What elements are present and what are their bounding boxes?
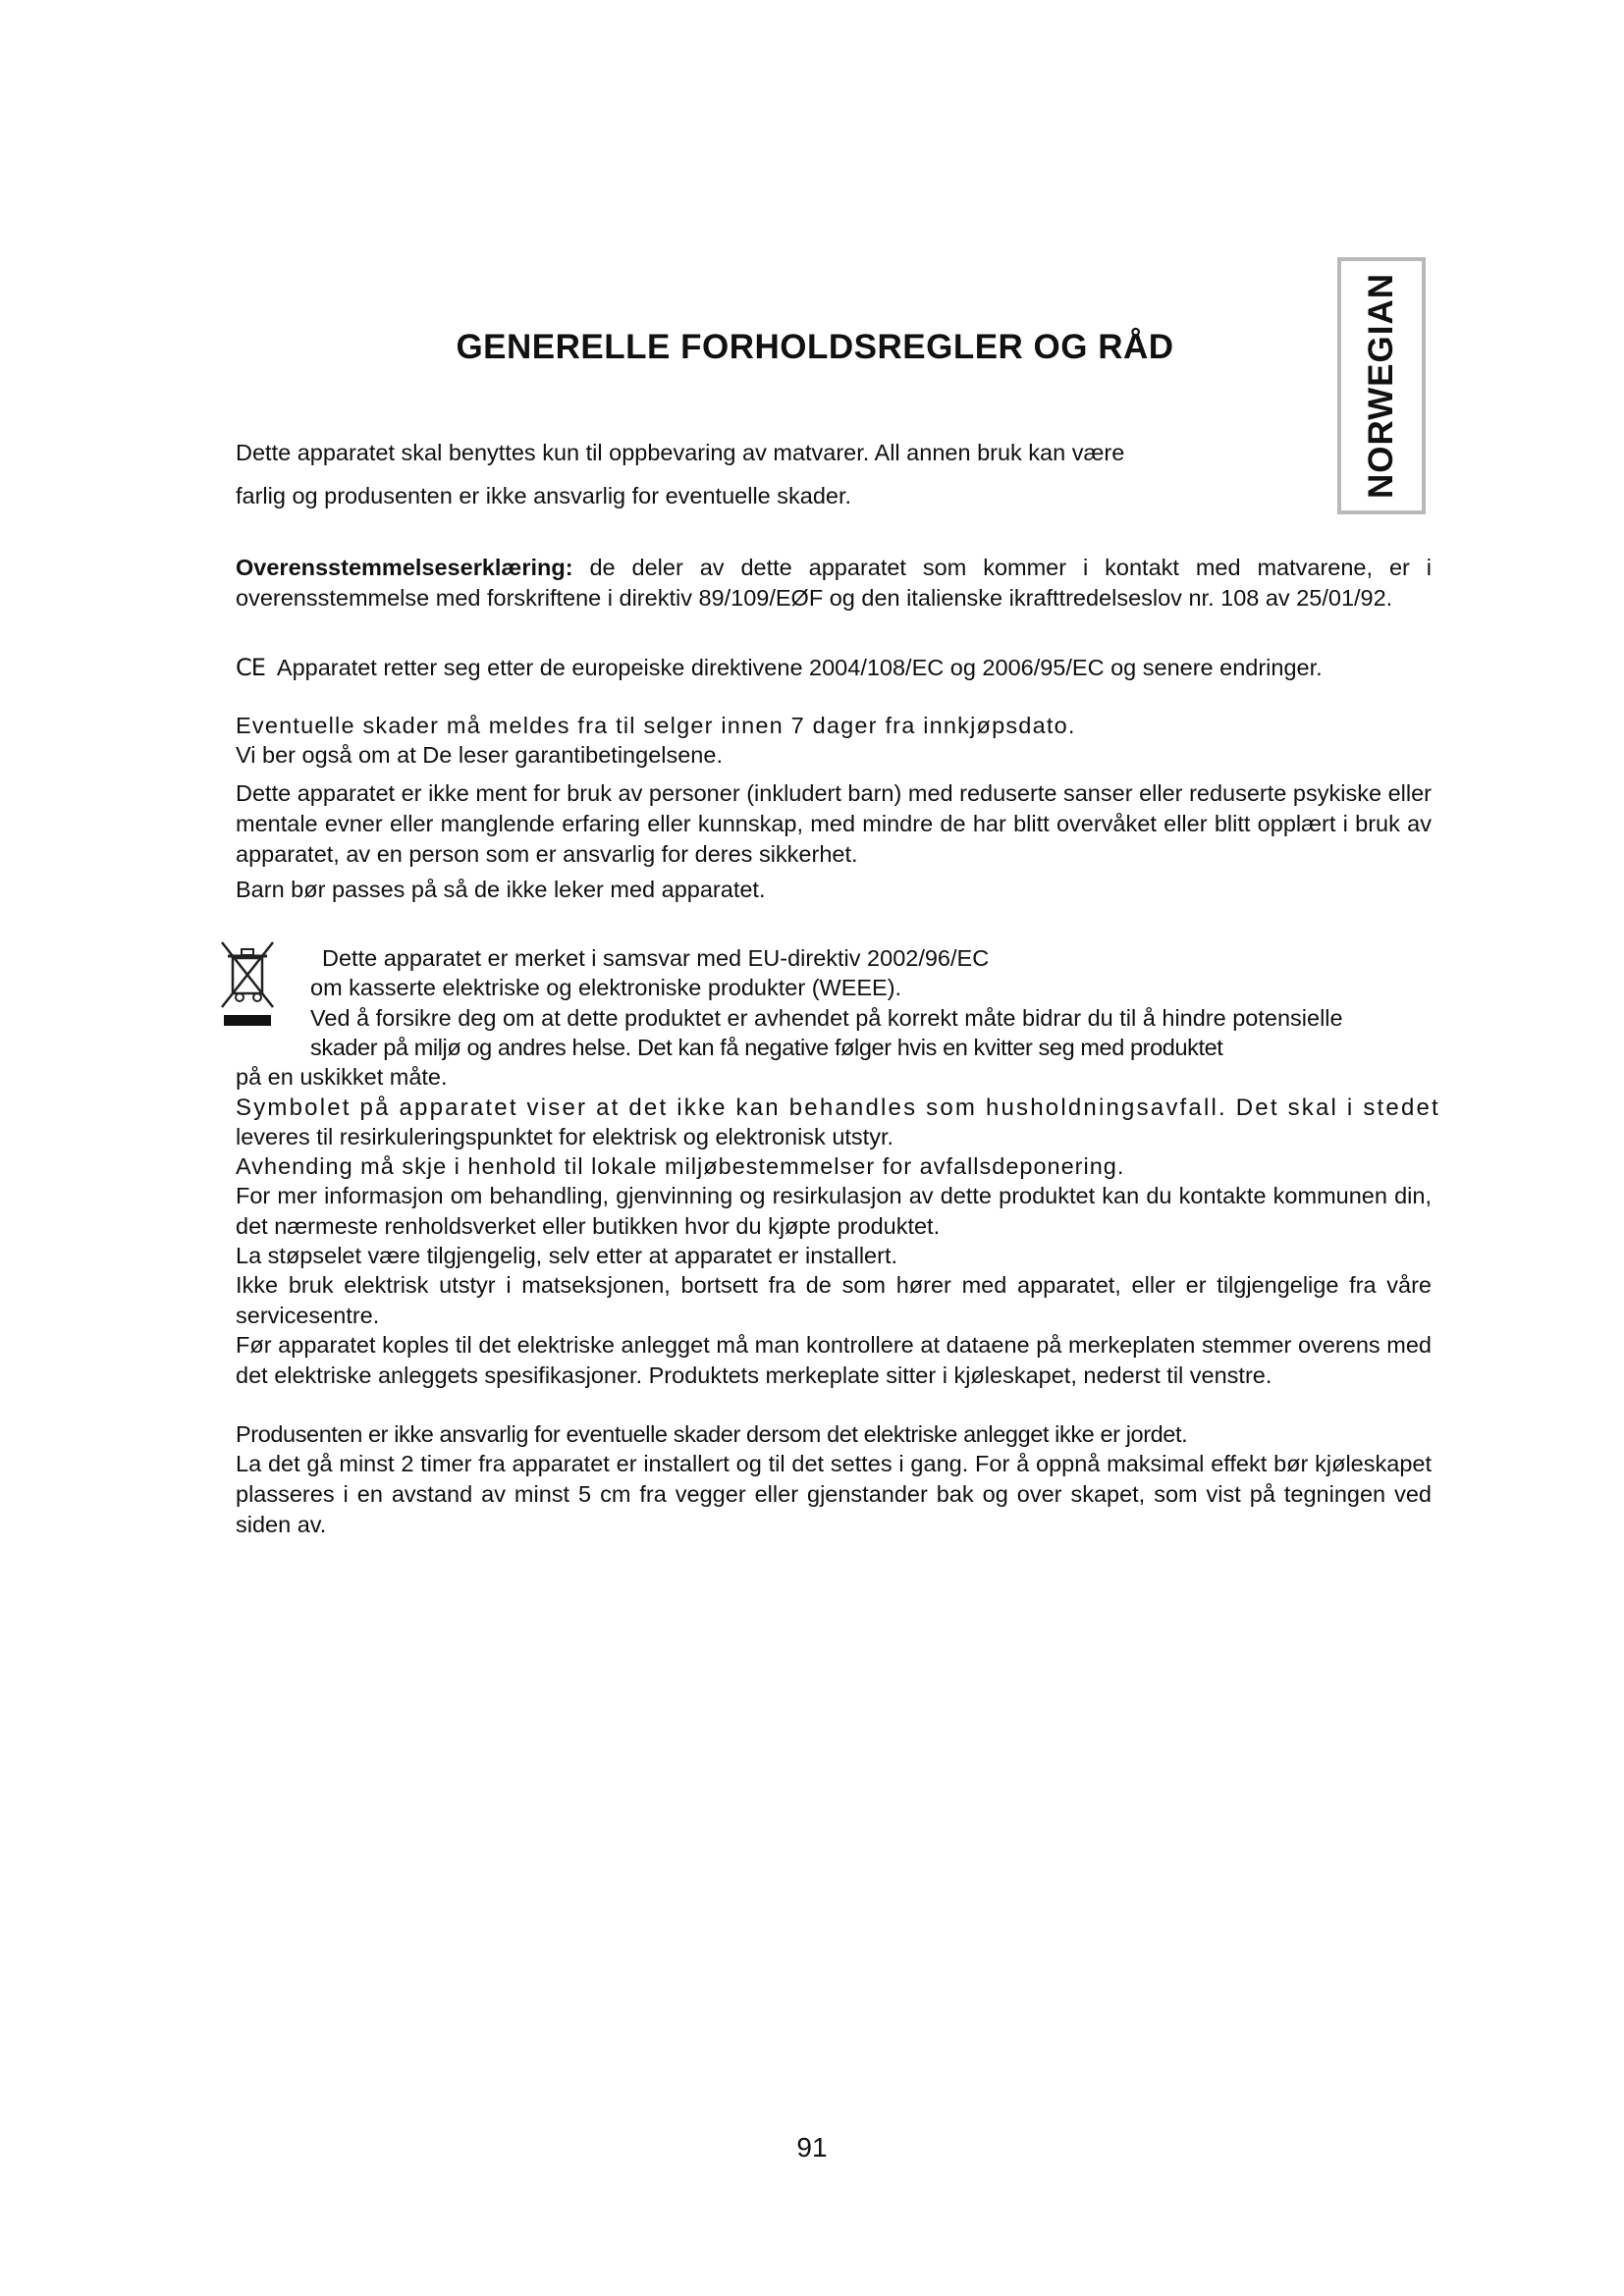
conformity-label: Overensstemmelseserklæring: [236,555,573,580]
page-title: GENERELLE FORHOLDSREGLER OG RÅD [456,328,1174,366]
disposal-paragraph: Avhending må skje i henhold til lokale miljøbestemmelser for avfallsdeponering. [236,1153,1125,1179]
startup-paragraph: La det gå minst 2 timer fra apparatet er installert og til det settes i gang. For å oppnå maksimal effekt bør kjøleskapet plasseres i en avstand av minst 5 cm fra vegger eller gjenstander bak og over skapet, som vist på tegningen ved siden av. [236,1451,1432,1537]
weee-line-2: om kasserte elektriske og elektroniske produkter (WEEE). [310,975,902,1000]
weee-line-3: Ved å forsikre deg om at dette produktet er avhendet på korrekt måte bidrar du til å hindre potensielle [310,1005,1343,1031]
info-paragraph: For mer informasjon om behandling, gjenvinning og resirkulasjon av dette produktet kan du kontakte kommunen din, det nærmeste renholdsverket eller butikken hvor du kjøpte produktet. [236,1183,1432,1239]
language-tab [1337,257,1426,514]
ce-text: Apparatet retter seg etter de europeiske direktivene 2004/108/EC og 2006/95/EC og senere endringer. [276,655,1323,680]
page-number: 91 [796,2132,828,2163]
damage-line-2: Vi ber også om at De leser garantibetingelsene. [236,742,723,768]
language-tab-label: NORWEGIAN [1362,272,1400,500]
plug-paragraph: La støpselet være tilgjengelig, selv etter at apparatet er installert. [236,1243,898,1268]
weee-line-1: Dette apparatet er merket i samsvar med EU-direktiv 2002/96/EC [322,945,990,971]
crossed-out-wheeled-bin-icon [218,938,277,1031]
children-paragraph: Barn bør passes på så de ikke leker med apparatet. [236,877,766,902]
persons-paragraph: Dette apparatet er ikke ment for bruk av personer (inkludert barn) med reduserte sanser eller reduserte psykiske eller mentale evner eller manglende erfaring eller kunnskap, med mindre de har blitt overvåket eller blitt opplært i bruk av apparatet, av en person som er ansvarlig for deres sikkerhet. [236,780,1432,867]
rating-plate-paragraph: Før apparatet koples til det elektriske anlegget må man kontrollere at dataene på merkeplaten stemmer overens med det elektriske anleggets spesifikasjoner. Produktets merkeplate sitter i kjøleskapet, nederst til venstre. [236,1332,1432,1388]
intro-line-2: farlig og produsenten er ikke ansvarlig for eventuelle skader. [236,483,852,508]
symbol-line-2: leveres til resirkuleringspunktet for elektrisk og elektronisk utstyr. [236,1124,894,1149]
weee-line-5: på en uskikket måte. [236,1064,448,1090]
conformity-paragraph [236,553,1432,614]
damage-line-1: Eventuelle skader må meldes fra til selger innen 7 dager fra innkjøpsdato. [236,713,1076,738]
electrical-equipment-paragraph: Ikke bruk elektrisk utstyr i matseksjonen, bortsett fra de som hører med apparatet, eller er tilgjengelige fra våre servicesentre. [236,1272,1432,1328]
conformity-text: de deler av dette apparatet som kommer i kontakt med matvarene, er i overensstemmelse med forskriftene i direktiv 89/109/EØF og den italienske ikrafttredelseslov nr. 108 av 25/01/92. [236,555,1432,611]
symbol-line-1: Symbolet på apparatet viser at det ikke kan behandles som husholdningsavfall. Det skal i stedet [236,1095,1440,1121]
weee-line-4: skader på miljø og andres helse. Det kan få negative følger hvis en kvitter seg med produktet [310,1035,1223,1060]
grounding-paragraph: Produsenten er ikke ansvarlig for eventuelle skader dersom det elektriske anlegget ikke er jordet. [236,1421,1188,1447]
ce-paragraph [236,653,1323,683]
intro-line-1: Dette apparatet skal benyttes kun til oppbevaring av matvarer. All annen bruk kan være [236,440,1125,465]
ce-mark-icon: CE [236,654,265,681]
